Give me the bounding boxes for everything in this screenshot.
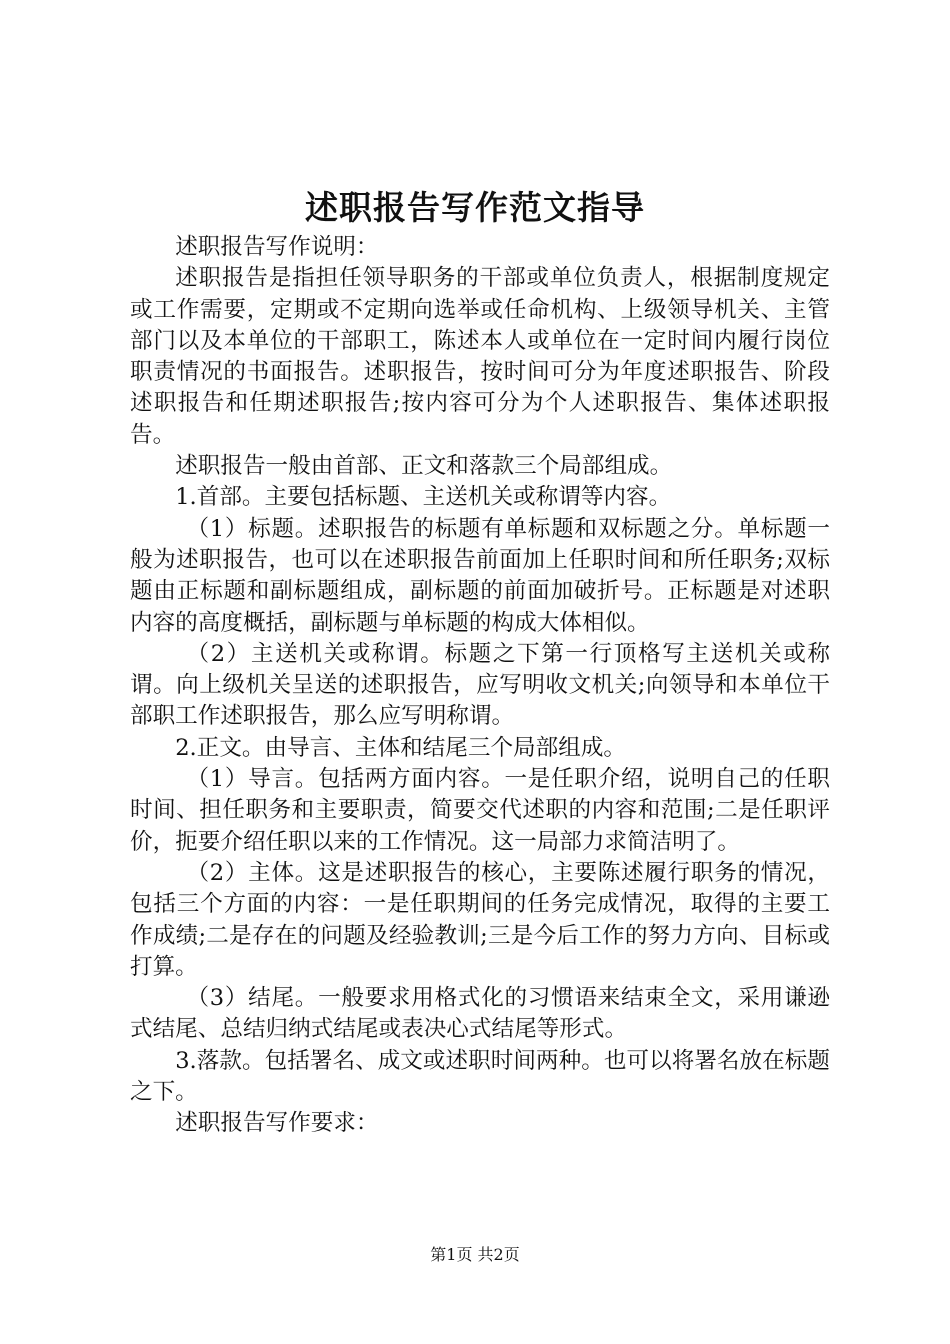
- paragraph: 3.落款。包括署名、成文或述职时间两种。也可以将署名放在标题之下。: [130, 1047, 830, 1106]
- paragraph: 述职报告写作说明：: [175, 234, 379, 260]
- paragraph: 述职报告一般由首部、正文和落款三个局部组成。: [175, 453, 673, 480]
- paragraph: 1.首部。主要包括标题、主送机关或称谓等内容。: [175, 484, 672, 511]
- paragraph: （3）结尾。一般要求用格式化的习惯语来结束全文，采用谦逊式结尾、总结归纳式结尾或表决心式结尾等形式。: [130, 985, 830, 1043]
- paragraph: 2.正文。由导言、主体和结尾三个局部组成。: [175, 734, 627, 761]
- paragraph: （2）主送机关或称谓。标题之下第一行顶格写主送机关或称谓。向上级机关呈送的述职报告，应写明收文机关;向领导和本单位干部职工作述职报告，那么应写明称谓。: [130, 640, 830, 730]
- paragraph: 述职报告写作要求：: [175, 1110, 379, 1137]
- paragraph: （1）导言。包括两方面内容。一是任职介绍，说明自己的任职时间、担任职务和主要职责，简要交代述职的内容和范围;二是任职评价，扼要介绍任职以来的工作情况。这一局部力求简洁明了。: [130, 766, 830, 855]
- document-title: 述职报告写作范文指导: [305, 188, 645, 227]
- paragraph: （1）标题。述职报告的标题有单标题和双标题之分。单标题一般为述职报告，也可以在述职报告前面加上任职时间和所任职务;双标题由正标题和副标题组成，副标题的前面加破折号。正标题是对述职内容的高度概括，副标题与单标题的构成大体相似。: [130, 515, 830, 636]
- page-number-footer: 第1页 共2页: [430, 1245, 520, 1264]
- document-body: [130, 232, 830, 1140]
- paragraph: （2）主体。这是述职报告的核心，主要陈述履行职务的情况，包括三个方面的内容：一是任职期间的任务完成情况，取得的主要工作成绩;二是存在的问题及经验教训;三是今后工作的努力方向、目标或打算。: [130, 859, 830, 980]
- paragraph: 述职报告是指担任领导职务的干部或单位负责人，根据制度规定或工作需要，定期或不定期向选举或任命机构、上级领导机关、主管部门以及本单位的干部职工，陈述本人或单位在一定时间内履行岗位职责情况的书面报告。述职报告，按时间可分为年度述职报告、阶段述职报告和任期述职报告;按内容可分为个人述职报告、集体述职报告。: [130, 265, 830, 448]
